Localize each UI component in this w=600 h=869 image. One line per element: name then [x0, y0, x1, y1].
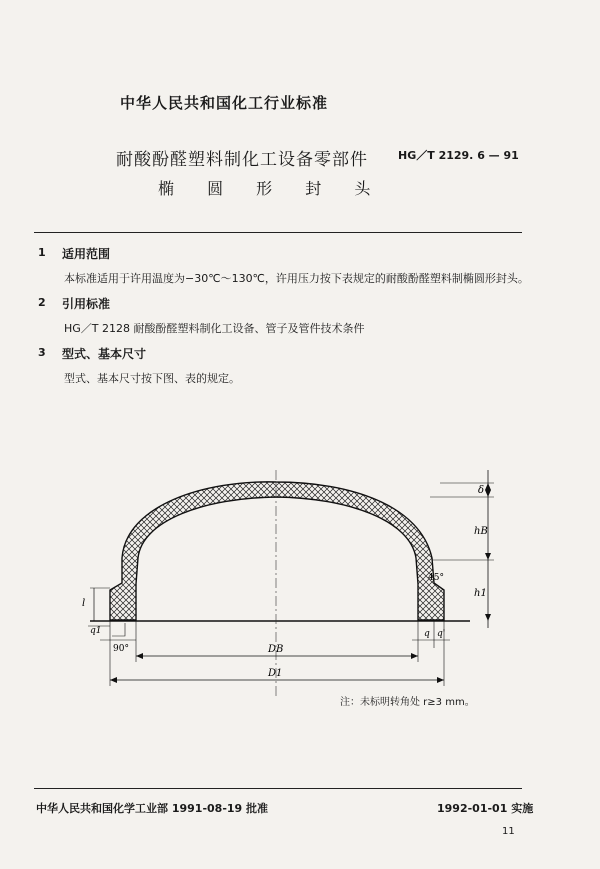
- standard-organization: 中华人民共和国化工行业标准: [120, 94, 329, 112]
- label-angle-45: 45°: [428, 573, 444, 583]
- label-D1: D1: [268, 668, 283, 679]
- label-h1: h1: [474, 588, 487, 599]
- effective-date: 1992-01-01 实施: [437, 802, 534, 815]
- label-q: q: [424, 629, 430, 639]
- section-2-text: HG／T 2128 耐酸酚醛塑料制化工设备、管子及管件技术条件: [64, 322, 365, 335]
- section-3-text: 型式、基本尺寸按下图、表的规定。: [64, 372, 240, 385]
- label-q1: q1: [90, 626, 102, 636]
- label-q-prime: q': [437, 629, 446, 639]
- section-1-heading: 适用范围: [62, 247, 111, 261]
- section-3-number: 3: [38, 346, 46, 359]
- standard-code: HG／T 2129. 6 — 91: [398, 149, 519, 162]
- issued-by: 中华人民共和国化学工业部 1991-08-19 批准: [36, 802, 269, 815]
- section-2-number: 2: [38, 296, 46, 309]
- label-hB: hB: [474, 526, 488, 537]
- section-1-text: 本标准适用于许用温度为−30℃～130℃，许用压力按下表规定的耐酸酚醛塑料制椭圆形封头。: [64, 272, 529, 285]
- section-1-number: 1: [38, 246, 46, 259]
- section-3-heading: 型式、基本尺寸: [62, 347, 147, 361]
- label-delta: δ: [478, 485, 485, 496]
- document-subtitle: 椭 圆 形 封 头: [158, 179, 385, 198]
- section-2-heading: 引用标准: [62, 297, 111, 311]
- label-angle-90: 90°: [113, 644, 129, 654]
- footer-divider: [34, 788, 522, 789]
- document-title: 耐酸酚醛塑料制化工设备零部件: [116, 150, 368, 170]
- head-shell-section: [110, 482, 444, 620]
- figure-note: 注：未标明转角处 r≥3 mm。: [340, 697, 475, 708]
- label-l: l: [82, 598, 86, 609]
- label-DB: DB: [268, 644, 284, 655]
- page-number: 11: [502, 826, 515, 837]
